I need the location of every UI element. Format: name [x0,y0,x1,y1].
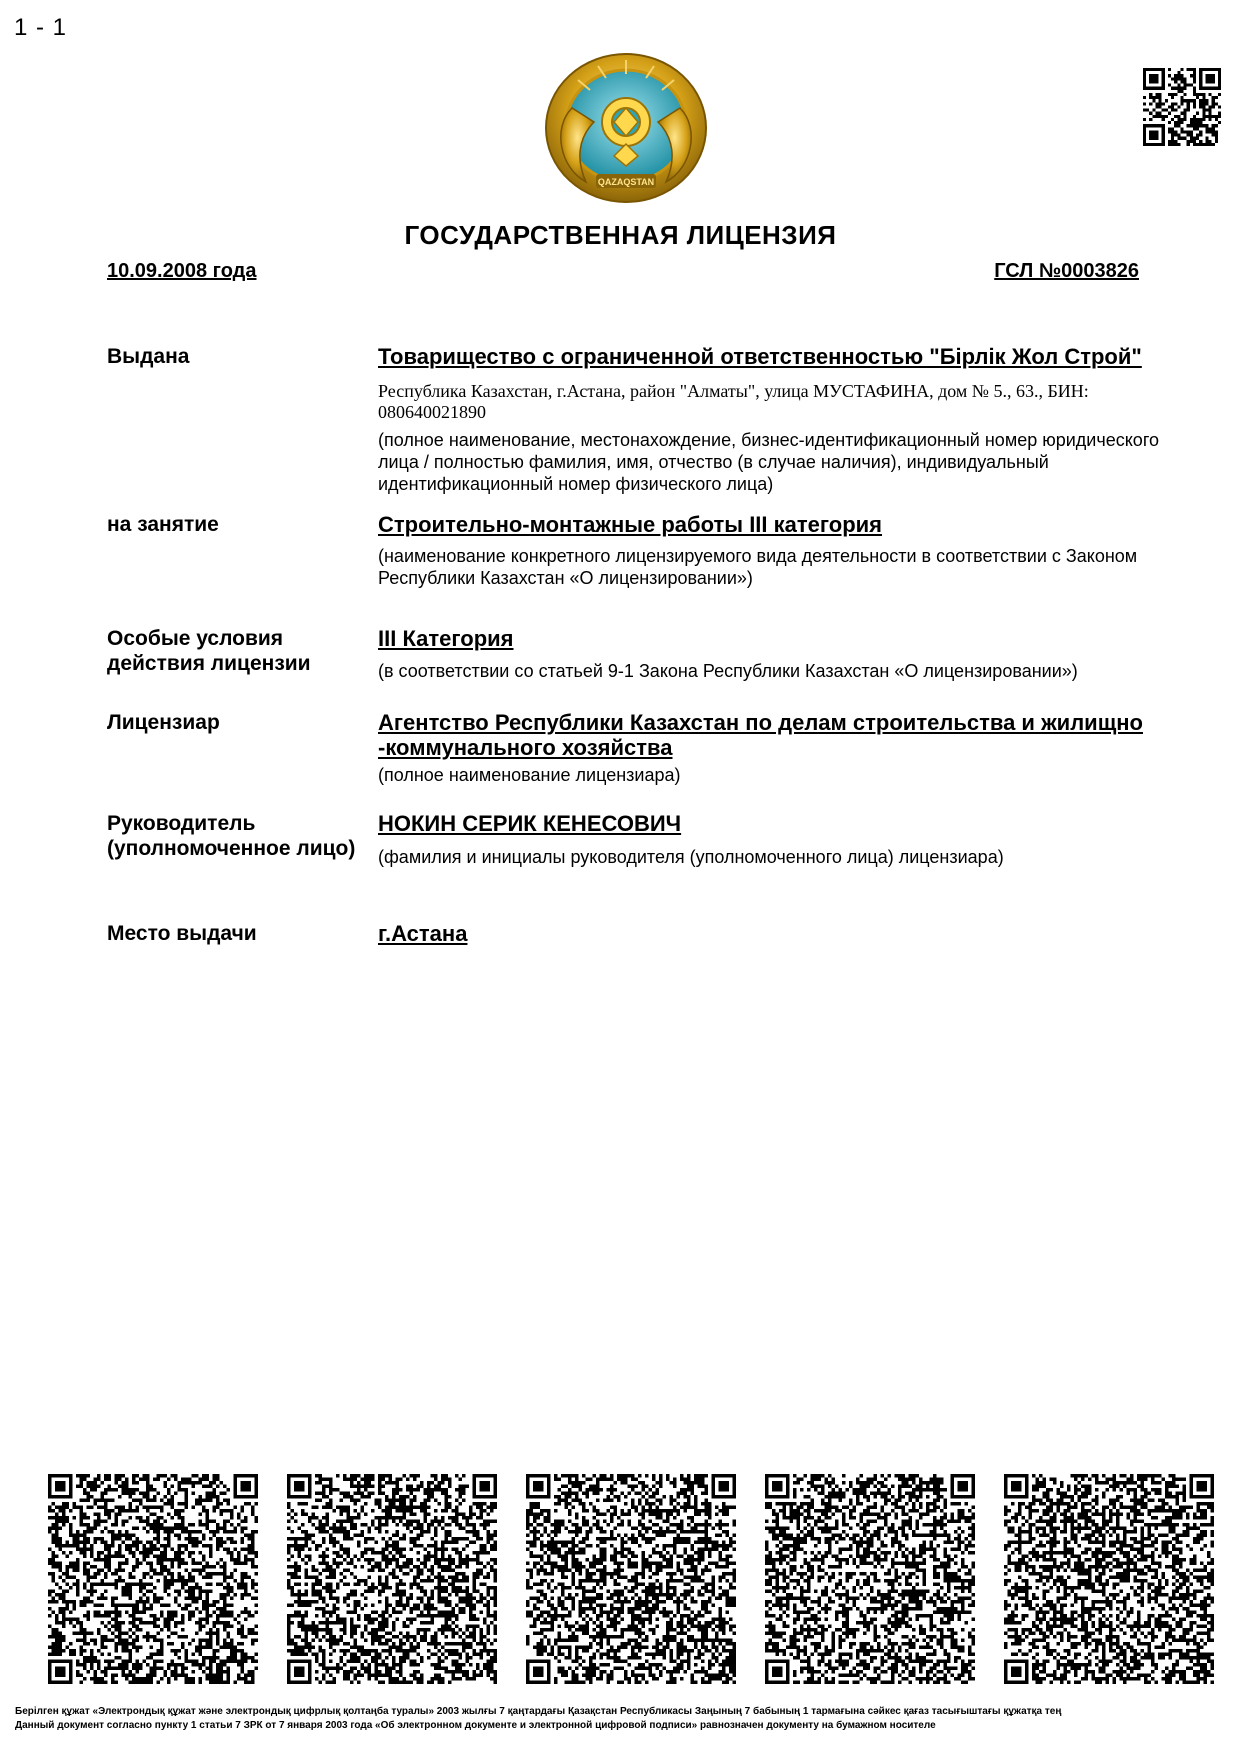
licensor-value [378,710,1168,760]
licensor-value-line1: Агентство Республики Казахстан по делам строительства и жилищно [378,710,1143,735]
special-conditions-label-line2: действия лицензии [107,652,311,675]
licensor-label: Лицензиар [107,711,220,734]
issued-to-value: Товарищество с ограниченной ответственностью "Бірлік Жол Строй" [378,344,1142,369]
activity-label: на занятие [107,513,219,536]
issue-date: 10.09.2008 года [107,260,257,282]
footer-note [15,1705,1230,1733]
special-conditions-hint: (в соответствии со статьей 9-1 Закона Республики Казахстан «О лицензировании») [378,661,1078,681]
emblem-lettering: QAZAQSTAN [597,177,655,187]
issued-to-hint: (полное наименование, местонахождение, бизнес-идентификационный номер юридического лица / полностью фамилия, имя, отчество (в случае наличия), индивидуальный идентификационный номер физического лица) [378,430,1159,494]
special-conditions-value: III Категория [378,626,514,651]
2d-barcode-icon [48,1474,258,1684]
activity-value: Строительно-монтажные работы III категория [378,512,883,537]
head-label [107,811,355,861]
special-conditions-label-line1: Особые условия [107,627,284,650]
2d-barcode-icon [526,1474,736,1684]
head-label-line2: (уполномоченное лицо) [107,837,356,860]
footer-line-kz: Берілген құжат «Электрондық құжат және электрондық цифрлық қолтаңба туралы» 2003 жылғы 7 қаңтардағы Қазақстан Республикасы Заңының 7 бабының 1 тармағына сәйкес қағаз тасығыштағы құжатқа тең [15,1706,1062,1717]
place-label: Место выдачи [107,922,257,945]
head-label-line1: Руководитель [107,812,256,835]
2d-barcode-icon [287,1474,497,1684]
qr-code-icon [1143,68,1221,146]
barcode-row [0,1474,1241,1684]
head-value: НОКИН СЕРИК КЕНЕСОВИЧ [378,811,682,836]
licensor-hint: (полное наименование лицензиара) [378,765,681,785]
place-value: г.Астана [378,921,468,946]
activity-hint: (наименование конкретного лицензируемого вида деятельности в соответствии с Законом Республики Казахстан «О лицензировании») [378,546,1138,588]
special-conditions-label [107,626,311,676]
footer-line-ru: Данный документ согласно пункту 1 статьи 7 ЗРК от 7 января 2003 года «Об электронном документе и электронной цифровой подписи» равнозначен документу на бумажном носителе [15,1720,936,1731]
license-number: ГСЛ №0003826 [994,260,1139,282]
head-hint: (фамилия и инициалы руководителя (уполномоченного лица) лицензиара) [378,847,1004,867]
page-number: 1 - 1 [14,14,68,41]
2d-barcode-icon [1004,1474,1214,1684]
2d-barcode-icon [765,1474,975,1684]
licensor-value-line2: -коммунального хозяйства [378,735,673,760]
issued-to-address: Республика Казахстан, г.Астана, район "Алматы", улица МУСТАФИНА, дом № 5., 63., БИН: 080640021890 [378,381,1089,422]
state-emblem-icon [542,48,710,204]
issued-to-label: Выдана [107,345,190,368]
page-title: ГОСУДАРСТВЕННАЯ ЛИЦЕНЗИЯ [404,220,837,250]
